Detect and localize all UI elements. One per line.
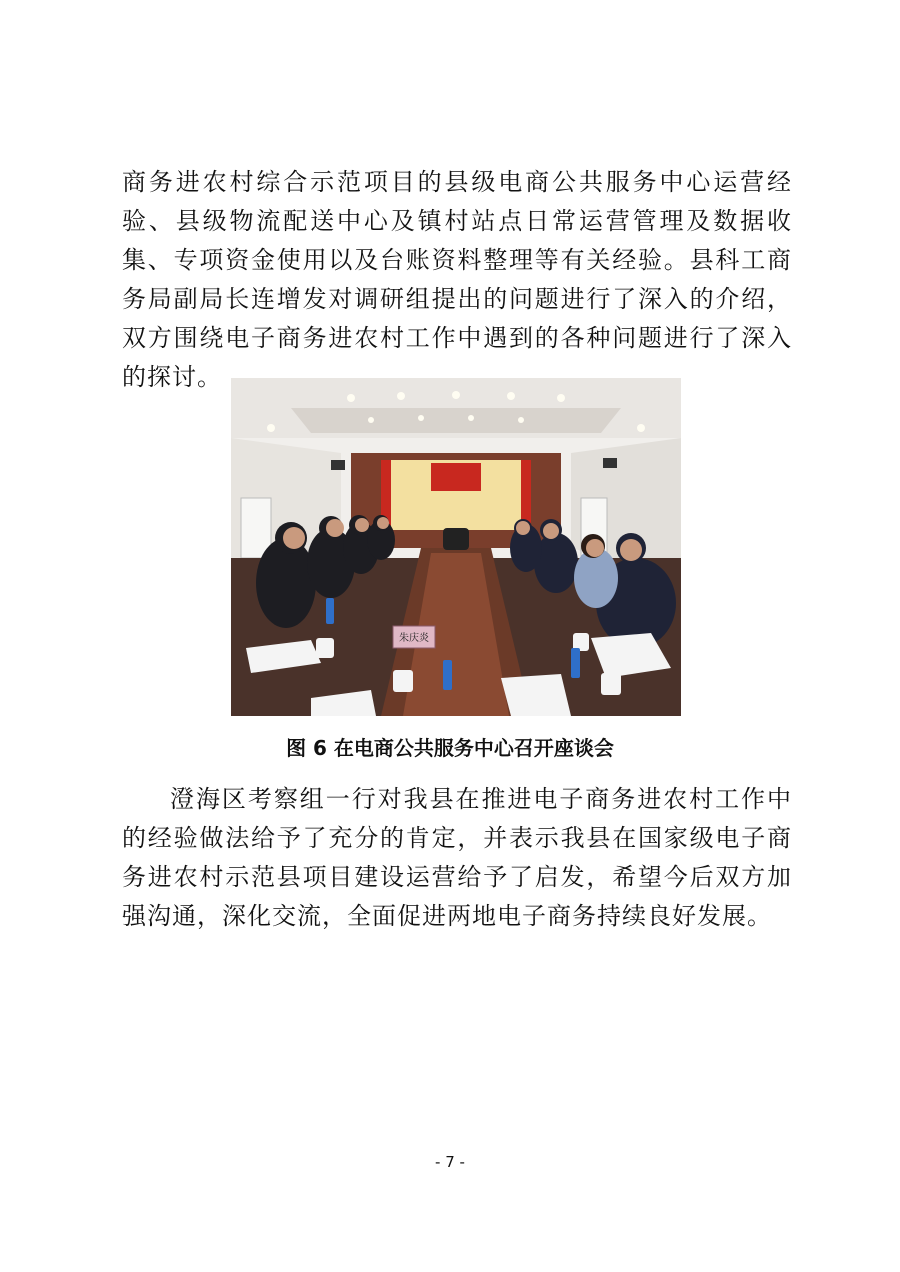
figure-caption: 图 6 在电商公共服务中心召开座谈会 xyxy=(286,736,614,760)
body-paragraph-1: 商务进农村综合示范项目的县级电商公共服务中心运营经验、县级物流配送中心及镇村站点日常运营管理及数据收集、专项资金使用以及台账资料整理等有关经验。县科工商务局副局长连增发对调研组提出的问题进行了深入的介绍，双方围绕电子商务进农村工作中遇到的各种问题进行了深入的探讨。 xyxy=(122,168,792,391)
body-paragraph-2: 澄海区考察组一行对我县在推进电子商务进农村工作中的经验做法给予了充分的肯定，并表示我县在国家级电子商务进农村示范县项目建设运营给予了启发，希望今后双方加强沟通，深化交流，全面促进两地电子商务持续良好发展。 xyxy=(122,785,792,930)
meeting-photo xyxy=(231,378,681,716)
meeting-room-illustration xyxy=(231,378,681,716)
name-plate-label: 朱庆炎 xyxy=(399,633,429,644)
page-number: - 7 - xyxy=(435,1153,465,1171)
